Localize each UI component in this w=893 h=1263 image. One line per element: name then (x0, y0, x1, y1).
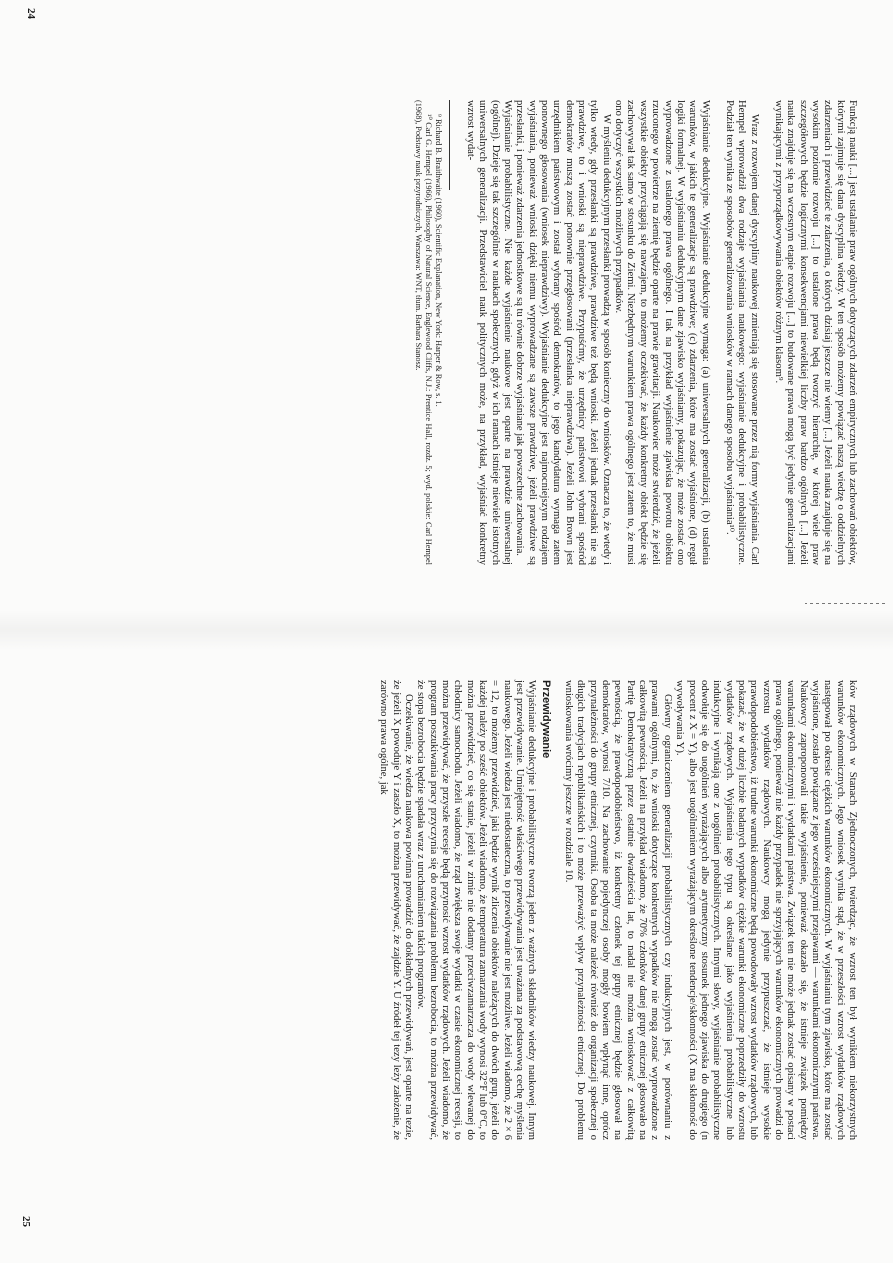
body-paragraph: Wraz z rozwojem danej dyscypliny naukowej zmieniają się stosowane przez nią formy wyjaśniania. Carl Hempel wprowadził dwa rodzaje wyjaśniania naukowego: wyjaśnianie dedukcyjne i probabilistyczne. Podział ten wynika ze sposobów generalizowania wniosków w ramach danego sposobu wyjaśniania¹⁰. (723, 100, 760, 565)
footnote: ¹⁰ Carl G. Hempel (1966), Philosophy of Natural Science, Englewood Cliffs, N.J.: Prentice Hall, rozdz. 5; wyd. polskie: Carl Hempel (1968), Podstawy nauk przyrodniczych, Warszawa: WNT, tłum. Barbara Stanosz. (413, 100, 433, 565)
section-heading: Przewidywanie (539, 680, 552, 759)
left-text-column (413, 100, 858, 565)
body-paragraph: ków rządowych w Stanach Zjednoczonych, twierdząc, że wzrost ten był wynikiem niekorzystnych warunków ekonomicznych. Jego wniosek wynika stąd, że w przeszłości wzrost wydatków rządowych następował po okresie ciężkich warunków ekonomicznych. W wyjaśnianiu tym zjawisko, które ma zostać wyjaśnione, zostało powiązane z jego wcześniejszymi przejawami — warunkami ekonomicznymi państwa. Naukowcy zaproponowali takie wyjaśnienie, ponieważ okazało się, że istnieje związek pomiędzy warunkami ekonomicznymi i wydatkami państwa. Związek ten nie może jednak zostać opisany w postaci prawa ogólnego, ponieważ nie każdy przypadek nie sprzyjających warunków ekonomicznych prowadzi do wzrostu wydatków rządowych. Naukowcy mogą jedynie przypuszczać, że istnieje wysokie prawdopodobieństwo, iż trudne warunki ekonomiczne będą powodowały wzrost wydatków rządowych, lub pokazać, że w dużej liczbie badanych wypadków ciężkie warunki ekonomiczne poprzedziły do wzrostu wydatków rządowych. Wyjaśnienia tego typu są określane jako wyjaśnienia probabilistyczne lub indukcyjne i wynikają one z uogólnień probabilistycznych. Innymi słowy, wyjaśnianie probabilistyczne odwołuje się do uogólnień wyrażających albo arytmetyczny stosunek jednego zjawiska do drugiego (n procent z X = Y), albo jest uogólnieniem wyrażającym określone tendencje/skłonności (X ma skłonność do wywoływania Y). (674, 680, 858, 1140)
body-paragraph: Wyjaśnianie dedukcyjne i probabilistyczne tworzą jeden z ważnych składników wiedzy naukowej. Innym jest przewidywanie. Umiejętność właściwego przewidywania jest uważana za podstawową cechę myślenia naukowego. Jeżeli wiedza jest niedostateczna, to przewidywanie nie jest możliwe. Jeżeli wiadomo, że 2 × 6 = 12, to możemy przewidzieć, jaki będzie wynik zliczenia obiektów należących do dwóch grup, jeżeli do każdej należy po sześć obiektów. Jeżeli wiadomo, że temperatura zamarzania wody wynosi 32°F lub 0°C, to można przewidzieć, co się stanie, jeżeli w zimie nie dodamy przeciwzamarzacza do wody wlewanej do chłodnicy samochodu. Jeżeli wiadomo, że rząd zwiększa swoje wydatki w czasie ekonomicznej recesji, to można przewidywać, że przyszłe recesje będą przynosić wzrost wydatków rządowych. Jeżeli wiadomo, że program poszukiwania pracy przyczynia się do rozwiązania problemu bezrobocia, to można przewidywać, że stopa bezrobocia będzie spadała wraz z uruchamianiem takich programów. (415, 680, 538, 1140)
body-paragraph: Główny ograniczeniem generalizacji probabilistycznych czy indukcyjnych jest, w porównaniu z prawami ogólnymi, to, że wnioski dotyczące konkretnych wypadków nie mogą zostać wyprowadzone z całkowitą pewnością. Jeżeli na przykład wiadomo, że 70% członków danej grupy etnicznej głosowało na Partię Demokratyczną przez ostatnie dwadzieścia lat, to nadal nie można wnioskować z całkowitą pewnością, że prawdopodobieństwo, iż konkretny członek tej grupy etnicznej będzie głosował na demokratów, wynosi 7/10. Na zachowanie pojedynczej osoby mogły bowiem wpłynąć inne, oprócz przynależności do grupy etnicznej, czynniki. Osoba ta może należeć również do organizacji społecznej o długich tradycjach republikańskich i to może przeważyć wpływ przynależności etnicznej. Do problemu wnioskowania wrócimy jeszcze w rozdziale 10. (563, 680, 673, 1140)
probabilistic-paragraph: Wyjaśnianie probabilistyczne. Nie każde wyjaśnienie naukowe jest oparte na prawdzie uniwersalnej (ogólnej). Dzieje się tak szczególnie w naukach społecznych, gdyż w ich ramach istnieje niewiele istotnych uniwersalnych generalizacji. Przedstawiciel nauk politycznych może, na przykład, wyjaśniać konkretny wzrost wydat- (465, 100, 514, 565)
footnote-divider (449, 100, 450, 190)
page-number: 24 (25, 8, 37, 19)
quote-paragraph: Funkcją nauki [...] jest ustalanie praw ogólnych dotyczących zdarzeń empirycznych lub zachowań obiektów, którymi zajmuje się dana dyscyplina wiedzy. W ten sposób możemy powiązać naszą wiedzę o oddzielnych zdarzeniach i przewidzieć te zdarzenia, o których dzisiaj jeszcze nie wiemy [...] Jeżeli nauka znajduje się na wysokim poziomie rozwoju [...] to ustalone prawa będą tworzyć hierarchię, w której wiele praw szczegółowych będzie logicznymi konsekwencjami niewielkiej liczby praw bardzo ogólnych [...] Jeżeli nauka znajduje się na wczesnym etapie rozwoju [...] to budowane prawa mogą być jedynie generalizacjami wynikającymi z przyporządkowywania obiektów różnym klasom⁹. (772, 100, 858, 565)
body-paragraph: Oczekiwanie, że wiedza naukowa powinna prowadzić do dokładnych przewidywań, jest oparte na tezie, że jeżeli X powoduje Y i zaszło X, to można przewidywać, że zajdzie Y. U źródeł tej tezy leży założenie, że zarówno prawa ogólne, jak (378, 680, 414, 1140)
body-paragraph: W myśleniu dedukcyjnym przesłanki prowadzą w sposób konieczny do wniosków. Oznacza to, że wtedy i tylko wtedy, gdy przesłanki są prawdziwe, prawdziwe też będą wnioski. Jeżeli jednak przesłanki nie są prawdziwe, to i wnioski są nieprawdziwe. Przypuśćmy, że urzędnicy państwowi wybrani spośród demokratów muszą zostać ponownie przegłosowani (przesłanka nieprawdziwa). Jeżeli John Brown jest urzędnikiem państwowym i został wybrany spośród demokratów, to jego kandydatura wymaga zatem ponownego głosowania (wniosek nieprawdziwy). Wyjaśnianie dedukcyjne jest najmocniejszym rodzajem wyjaśniania, ponieważ wnioski dzięki niemu wyprowadzane są zawsze prawdziwe, jeżeli prawdziwe są przesłanki, i ponieważ zdarzenia jednostkowe są tu równie dobrze wyjaśniane jak powszechne zachowania. (514, 100, 612, 565)
footnote: ⁹ Richard B. Braithwaite (1960), Scientific Explanation, New York: Harper & Row, s. 1. (433, 114, 443, 407)
right-text-column (377, 680, 858, 1140)
deductive-paragraph: Wyjaśnianie dedukcyjne. Wyjaśnianie dedukcyjne wymaga: (a) uniwersalnych generalizacji, (b) ustalenia warunków, w jakich te generalizacje są prawdziwe; (c) zdarzenia, które ma zostać wyjaśnione, (d) reguł logiki formalnej. W wyjaśnianiu dedukcyjnym dane zjawisko wyjaśniamy, pokazując, że może zostać ono wyprowadzone z ustalonego prawa ogólnego. I tak na przykład wyjaśnienie zjawiska powrotu obiektu rzuconego w powietrze na ziemię będzie oparte na prawie grawitacji. Naukowiec może stwierdzić, że jeżeli wszystkie obiekty przyciągają się nawzajem, to możemy oczekiwać, że każdy konkretny obiekt będzie się zachowywał tak samo w stosunku do Ziemi. Niezbędnym warunkiem prawa ogólnego jest zatem to, że musi ono dotyczyć wszystkich możliwych przypadków. (613, 100, 711, 565)
page-number: 25 (20, 1216, 32, 1227)
left-page (0, 0, 893, 630)
right-page (0, 630, 893, 1263)
scan-artifact (805, 603, 885, 604)
